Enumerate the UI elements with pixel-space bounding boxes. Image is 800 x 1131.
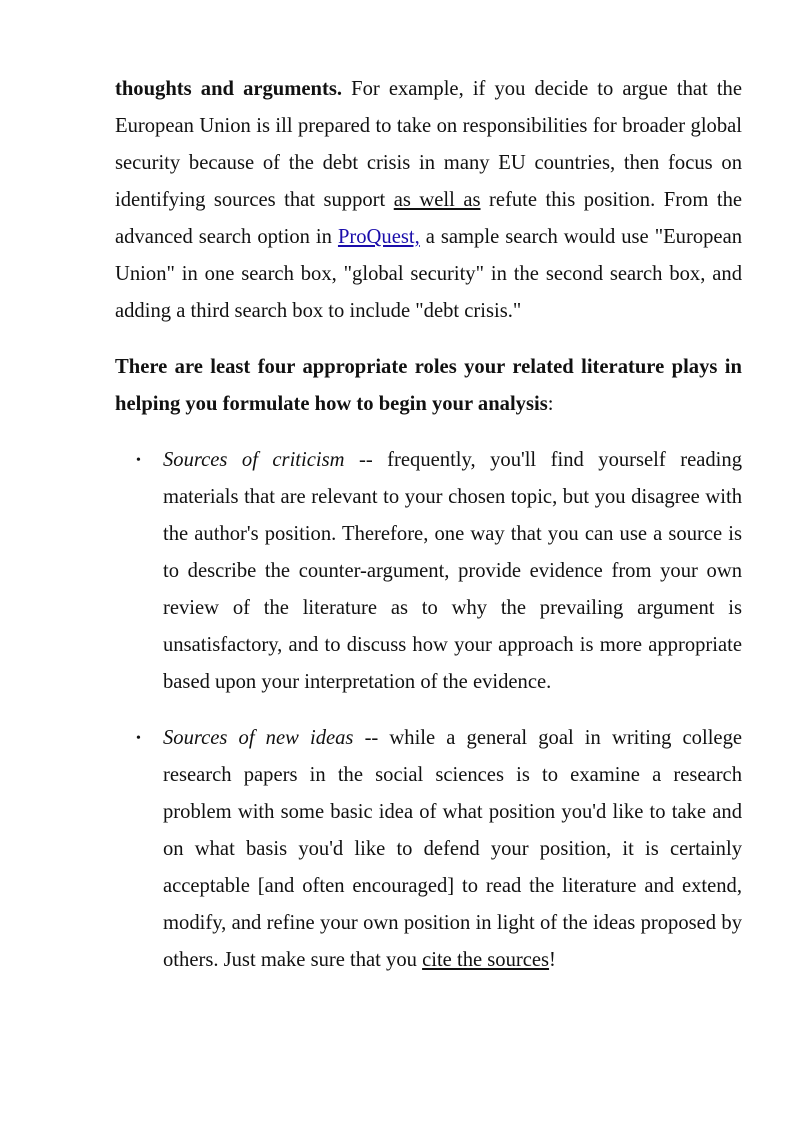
bold-lead: thoughts and arguments.: [115, 78, 343, 100]
list-item-sources-of-criticism: [115, 442, 742, 701]
role-description-tail: !: [549, 949, 556, 971]
bullet-icon: •: [136, 731, 141, 746]
paragraph-roles-intro: [115, 349, 742, 423]
document-page: [115, 71, 742, 998]
role-description: -- while a general goal in writing college research papers in the social sciences is to examine a research problem with some basic idea of what position you'd like to take and on what basis you'd like to defend your position, it is certainly acceptable [and often encouraged] to read the literature and extend, modify, and refine your own position in light of the ideas proposed by others. Just make sure that you: [163, 727, 743, 971]
cite-sources-phrase: cite the sources: [422, 949, 550, 971]
role-term: Sources of criticism: [163, 449, 345, 471]
paragraph-text: For example, if you decide to argue that the European Union is ill prepared to take on responsibilities for broader global security because of the debt crisis in many EU countries, then focus on identifying sources that support: [115, 78, 742, 211]
paragraph-text: refute this position. From the advanced search option in: [115, 189, 743, 248]
role-description: -- frequently, you'll find yourself reading materials that are relevant to your chosen topic, but you disagree with the author's position. Therefore, one way that you can use a source is to describe the counter-argument, provide evidence from your own review of the literature as to why the prevailing argument is unsatisfactory, and to discuss how your approach is more appropriate based upon your interpretation of the evidence.: [163, 449, 742, 693]
paragraph-text: a sample search would use "European Union" in one search box, "global security" in the second search box, and adding a third search box to include "debt crisis.": [115, 226, 743, 322]
roles-heading-colon: :: [547, 393, 554, 415]
underlined-phrase: as well as: [393, 189, 481, 211]
roles-list: [115, 442, 742, 979]
role-term: Sources of new ideas: [163, 727, 354, 749]
roles-heading: There are least four appropriate roles your related literature plays in helping you formulate how to begin your analysis: [115, 356, 742, 415]
bullet-icon: •: [136, 453, 141, 468]
list-item-sources-of-new-ideas: [115, 720, 742, 979]
paragraph-search-example: [115, 71, 742, 330]
proquest-link[interactable]: ProQuest,: [337, 226, 420, 248]
